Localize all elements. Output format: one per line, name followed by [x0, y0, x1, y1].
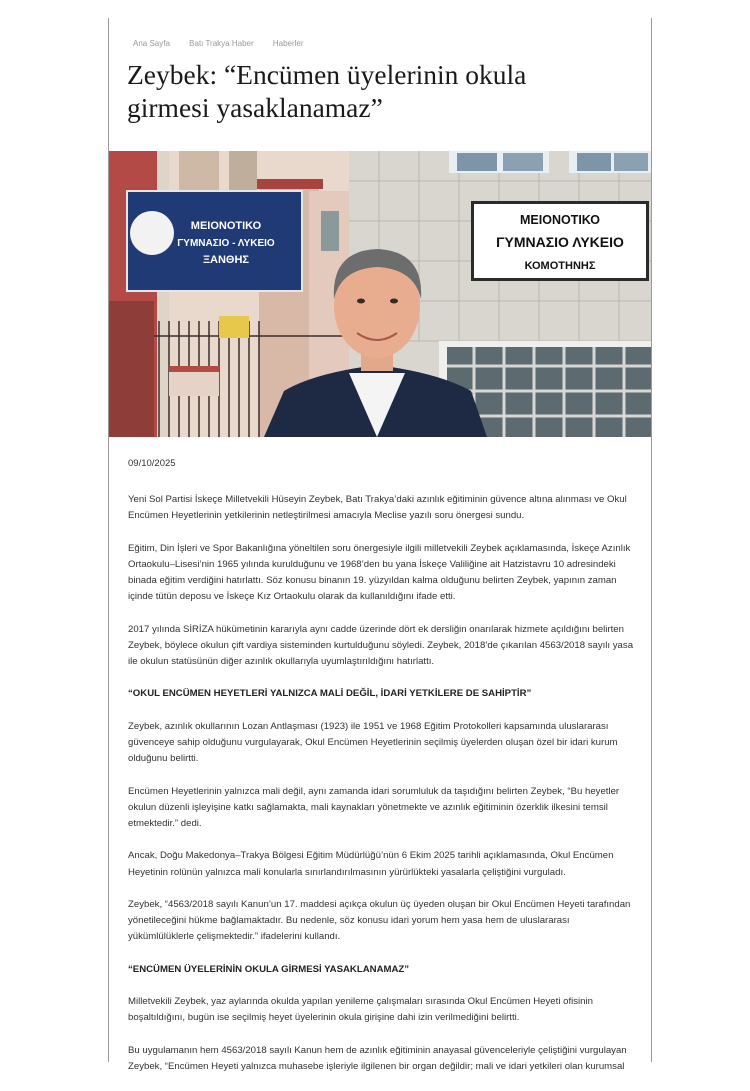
left-sign-line-3: ΞΑΝΘΗΣ	[202, 254, 250, 266]
paragraph: Zeybek, “4563/2018 sayılı Kanun’un 17. maddesi açıkça okulun üç üyeden oluşan bir Okul Encümen Heyeti tarafından yönetileceğini hükme bağlamaktadır. Bu nedenle, söz konusu idari yorum hem yasa hem de uluslararası yükümlülüklerle çelişmektedir.” ifadelerini kullandı.	[128, 898, 631, 943]
page-title	[127, 58, 627, 124]
left-sign-line-2: ΓΥΜΝΑΣΙΟ - ΛΥΚΕΙΟ	[177, 238, 275, 249]
breadcrumb	[133, 39, 321, 48]
breadcrumb-news-link[interactable]: Haberler	[272, 39, 304, 48]
paragraph: Ancak, Doğu Makedonya–Trakya Bölgesi Eğitim Müdürlüğü’nün 6 Ekim 2025 tarihli açıklamasında, Okul Encümen Heyetinin rolünün yalnızca mali konularla sınırlandırılmasının yürürlükteki yasalarla çeliştiğini vurguladı.	[128, 850, 614, 878]
section-heading: “ENCÜMEN ÜYELERİNİN OKULA GİRMESİ YASAKLANAMAZ”	[128, 963, 410, 975]
right-sign-line-2: ΓΥΜΝΑΣΙΟ ΛΥΚΕΙΟ	[496, 234, 624, 250]
paragraph: Encümen Heyetlerinin yalnızca mali değil, aynı zamanda idari sorumluluk da taşıdığını belirten Zeybek, “Bu heyetler okulun düzenli işleyişine katkı sağlamakta, mali kaynakları yönetmekte ve azınlık eğitiminin özerklik ilkesini temsil etmektedir.” dedi.	[128, 785, 620, 829]
paragraph: Eğitim, Din İşleri ve Spor Bakanlığına yöneltilen soru önergesiyle ilgili milletvekili Zeybek açıklamasında, İskeçe Azınlık Ortaokulu–Lisesi’nin 1965 yılında kurulduğunu ve 1968’den bu yana İskeçe Valiliğine ait Hatzistavru 10 adresindeki binada eğitim verdiğini hatırlattı. Söz konusu binanın 19. yüzyıldan kalma olduğunu belirten Zeybek, yapının zaman içinde tütün deposu ve İskeçe Kız Ortaokulu olarak da kullanıldığını ifade etti.	[128, 542, 631, 603]
paragraph: Milletvekili Zeybek, yaz aylarında okulda yapılan yenileme çalışmaları sırasında Okul Encümen Heyeti ofisinin boşaltıldığını, bugün ise seçilmiş heyet üyelerinin okula girişine dahi izin verilmediğini belirtti.	[128, 996, 593, 1024]
breadcrumb-category-link[interactable]: Batı Trakya Haber	[189, 39, 254, 48]
paragraph: Yeni Sol Partisi İskeçe Milletvekili Hüseyin Zeybek, Batı Trakya’daki azınlık eğitiminin güvence altına alınması ve Okul Encümen Heyetlerinin yetkilerinin netleştirilmesi amacıyla Meclise yazılı soru önergesi sundu.	[128, 494, 627, 522]
paragraph: Zeybek, azınlık okullarının Lozan Antlaşması (1923) ile 1951 ve 1968 Eğitim Protokolleri kapsamında uluslararası güvenceye sahip olduğunu vurgulayarak, Okul Encümen Heyetlerinin seçilmiş üyelerden oluşan özel bir idari kurum olduğunu belirtti.	[128, 720, 618, 765]
right-sign-line-3: ΚΟΜΟΤΗΝΗΣ	[524, 260, 596, 272]
title-line-1: Zeybek: “Encümen üyelerinin okula	[127, 59, 527, 90]
title-line-2: girmesi yasaklanamaz”	[127, 92, 383, 123]
publish-date: 09/10/2025	[128, 458, 176, 469]
hero-image	[109, 151, 651, 437]
left-sign-line-1: ΜΕΙΟΝΟΤΙΚΟ	[190, 220, 262, 232]
paragraph: Bu uygulamanın hem 4563/2018 sayılı Kanun hem de azınlık eğitiminin anayasal güvenceleriyle çeliştiğini vurgulayan Zeybek, “Encümen Heyeti yalnızca muhasebe işleriyle ilgilenen bir organ değildir; mali ve idari yetkileri olan kurumsal	[128, 1044, 627, 1072]
right-sign-line-1: ΜΕΙΟΝΟΤΙΚΟ	[520, 213, 600, 227]
section-heading: “OKUL ENCÜMEN HEYETLERİ YALNIZCA MALİ DEĞİL, İDARİ YETKİLERE DE SAHİPTİR”	[128, 688, 532, 700]
article-body	[128, 492, 634, 1091]
paragraph: 2017 yılında SİRİZA hükümetinin kararıyla aynı cadde üzerinde dört ek dersliğin onarılarak hizmete açıldığını belirten Zeybek, böylece okulun çift vardiya sisteminden kurtulduğunu söyledi. Zeybek, 2018’de çıkarılan 4563/2018 sayılı yasa ile okulun statüsünün diğer azınlık okullarıyla uyumlaştırıldığını hatırlattı.	[128, 623, 634, 667]
breadcrumb-home-link[interactable]: Ana Sayfa	[133, 39, 170, 48]
article-page	[108, 18, 652, 1072]
